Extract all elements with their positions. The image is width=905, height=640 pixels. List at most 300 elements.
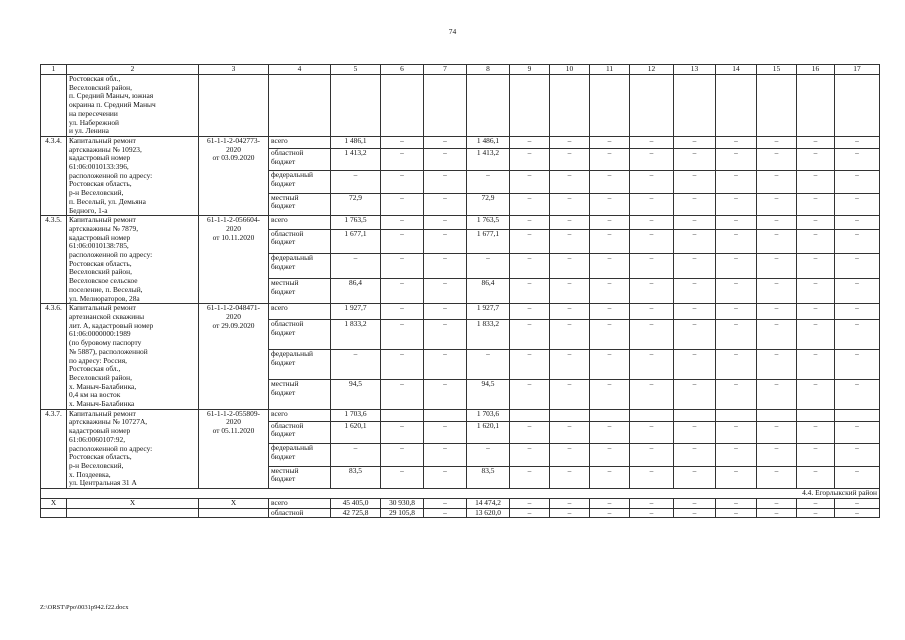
value-cell: – bbox=[674, 193, 716, 215]
funding-source-cell: федеральный бюджет bbox=[269, 254, 331, 279]
value-cell: – bbox=[716, 304, 757, 320]
value-cell: – bbox=[716, 379, 757, 409]
value-cell: 1 927,7 bbox=[331, 304, 381, 320]
value-cell: – bbox=[381, 216, 424, 229]
value-cell: – bbox=[424, 171, 467, 193]
value-cell: – bbox=[424, 350, 467, 380]
table-row bbox=[41, 136, 880, 148]
value-cell: – bbox=[630, 379, 674, 409]
value-cell: – bbox=[674, 216, 716, 229]
row-number-cell: 4.3.6. bbox=[41, 304, 67, 409]
column-header: 13 bbox=[674, 65, 716, 75]
table-row bbox=[41, 498, 880, 508]
value-cell: – bbox=[381, 304, 424, 320]
value-cell: – bbox=[797, 304, 835, 320]
value-cell: – bbox=[757, 136, 797, 148]
value-cell: – bbox=[757, 279, 797, 304]
value-cell: – bbox=[467, 254, 510, 279]
value-cell: 1 620,1 bbox=[331, 421, 381, 443]
value-cell: – bbox=[757, 193, 797, 215]
funding-source-cell: областной бюджет bbox=[269, 320, 331, 350]
value-cell: – bbox=[757, 379, 797, 409]
value-cell: – bbox=[381, 320, 424, 350]
value-cell: – bbox=[716, 193, 757, 215]
value-cell: 72,9 bbox=[467, 193, 510, 215]
value-cell: – bbox=[590, 148, 630, 170]
value-cell: – bbox=[510, 498, 550, 508]
value-cell: – bbox=[716, 229, 757, 254]
value-cell: – bbox=[674, 350, 716, 380]
value-cell: – bbox=[835, 229, 880, 254]
value-cell: 13 620,0 bbox=[467, 508, 510, 518]
value-cell: – bbox=[550, 320, 590, 350]
funding-source-cell: областной бюджет bbox=[269, 421, 331, 443]
row-number-cell: 4.3.4. bbox=[41, 136, 67, 215]
value-cell: – bbox=[797, 379, 835, 409]
value-cell: – bbox=[424, 304, 467, 320]
column-header: 3 bbox=[199, 65, 269, 75]
value-cell: – bbox=[630, 421, 674, 443]
value-cell: – bbox=[797, 350, 835, 380]
registry-code-cell: 61-1-1-2-042773- 2020 от 03.09.2020 bbox=[199, 136, 269, 215]
value-cell: – bbox=[381, 379, 424, 409]
value-cell bbox=[835, 409, 880, 421]
value-cell: – bbox=[797, 444, 835, 466]
funding-source-cell: всего bbox=[269, 498, 331, 508]
value-cell: – bbox=[674, 171, 716, 193]
value-cell: – bbox=[757, 508, 797, 518]
row-number-cell: 4.3.7. bbox=[41, 409, 67, 488]
empty-cell bbox=[331, 75, 381, 137]
value-cell: – bbox=[674, 136, 716, 148]
summary-marker-cell: Х bbox=[41, 498, 67, 508]
section-row bbox=[41, 489, 880, 499]
value-cell: – bbox=[630, 320, 674, 350]
value-cell: – bbox=[630, 171, 674, 193]
value-cell: – bbox=[424, 229, 467, 254]
value-cell: – bbox=[590, 444, 630, 466]
row-number-cell bbox=[41, 75, 67, 137]
column-header: 15 bbox=[757, 65, 797, 75]
empty-cell bbox=[630, 75, 674, 137]
value-cell: – bbox=[674, 444, 716, 466]
value-cell: 1 763,5 bbox=[331, 216, 381, 229]
value-cell: – bbox=[467, 444, 510, 466]
value-cell: – bbox=[590, 229, 630, 254]
value-cell: – bbox=[674, 148, 716, 170]
value-cell: – bbox=[797, 136, 835, 148]
value-cell: – bbox=[757, 171, 797, 193]
empty-cell bbox=[381, 75, 424, 137]
value-cell: – bbox=[510, 148, 550, 170]
value-cell: – bbox=[331, 254, 381, 279]
value-cell: 1 833,2 bbox=[331, 320, 381, 350]
value-cell: – bbox=[424, 216, 467, 229]
value-cell: – bbox=[757, 320, 797, 350]
value-cell: – bbox=[630, 254, 674, 279]
value-cell: – bbox=[510, 171, 550, 193]
funding-source-cell: федеральный бюджет bbox=[269, 444, 331, 466]
value-cell: – bbox=[797, 498, 835, 508]
row-number-cell: 4.3.5. bbox=[41, 216, 67, 304]
value-cell: – bbox=[381, 254, 424, 279]
value-cell: – bbox=[550, 421, 590, 443]
value-cell: – bbox=[630, 279, 674, 304]
value-cell: 1 927,7 bbox=[467, 304, 510, 320]
value-cell: – bbox=[674, 320, 716, 350]
value-cell: – bbox=[630, 508, 674, 518]
value-cell: – bbox=[381, 350, 424, 380]
value-cell: – bbox=[550, 136, 590, 148]
value-cell: – bbox=[757, 350, 797, 380]
empty-cell bbox=[674, 75, 716, 137]
value-cell: – bbox=[510, 421, 550, 443]
value-cell: 1 833,2 bbox=[467, 320, 510, 350]
value-cell: – bbox=[797, 193, 835, 215]
value-cell: 30 930,8 bbox=[381, 498, 424, 508]
value-cell: 45 405,0 bbox=[331, 498, 381, 508]
value-cell: – bbox=[510, 304, 550, 320]
value-cell: – bbox=[590, 466, 630, 488]
value-cell: 72,9 bbox=[331, 193, 381, 215]
value-cell: – bbox=[510, 379, 550, 409]
value-cell bbox=[381, 409, 424, 421]
value-cell: 1 413,2 bbox=[467, 148, 510, 170]
empty-cell bbox=[716, 75, 757, 137]
empty-cell bbox=[467, 75, 510, 137]
value-cell: – bbox=[835, 148, 880, 170]
value-cell: – bbox=[510, 254, 550, 279]
value-cell: – bbox=[550, 148, 590, 170]
empty-cell bbox=[269, 75, 331, 137]
value-cell: – bbox=[716, 320, 757, 350]
registry-code-cell: 61-1-1-2-056604- 2020 от 10.11.2020 bbox=[199, 216, 269, 304]
value-cell: – bbox=[550, 193, 590, 215]
value-cell: – bbox=[424, 421, 467, 443]
funding-source-cell: всего bbox=[269, 409, 331, 421]
value-cell: – bbox=[550, 229, 590, 254]
registry-code-cell: 61-1-1-2-048471- 2020 от 29.09.2020 bbox=[199, 304, 269, 409]
empty-cell bbox=[199, 75, 269, 137]
value-cell: – bbox=[550, 379, 590, 409]
value-cell: – bbox=[835, 320, 880, 350]
value-cell: – bbox=[797, 421, 835, 443]
value-cell: 1 703,6 bbox=[331, 409, 381, 421]
value-cell: – bbox=[630, 350, 674, 380]
value-cell bbox=[630, 409, 674, 421]
value-cell: – bbox=[424, 254, 467, 279]
funding-source-cell: областной бюджет bbox=[269, 229, 331, 254]
value-cell: – bbox=[590, 498, 630, 508]
value-cell: – bbox=[510, 508, 550, 518]
budget-table bbox=[40, 64, 880, 518]
value-cell: – bbox=[424, 136, 467, 148]
value-cell: – bbox=[835, 508, 880, 518]
value-cell: 86,4 bbox=[467, 279, 510, 304]
value-cell: 29 105,8 bbox=[381, 508, 424, 518]
value-cell: – bbox=[381, 421, 424, 443]
value-cell: – bbox=[835, 279, 880, 304]
value-cell: – bbox=[424, 508, 467, 518]
value-cell: – bbox=[630, 216, 674, 229]
value-cell: – bbox=[550, 444, 590, 466]
value-cell: – bbox=[757, 148, 797, 170]
value-cell: – bbox=[757, 254, 797, 279]
value-cell: – bbox=[590, 279, 630, 304]
value-cell: – bbox=[424, 148, 467, 170]
value-cell: – bbox=[835, 304, 880, 320]
table-row bbox=[41, 304, 880, 320]
value-cell: – bbox=[674, 421, 716, 443]
value-cell: 42 725,8 bbox=[331, 508, 381, 518]
value-cell: – bbox=[674, 466, 716, 488]
column-header: 8 bbox=[467, 65, 510, 75]
value-cell: – bbox=[590, 171, 630, 193]
value-cell: – bbox=[590, 421, 630, 443]
value-cell: – bbox=[674, 508, 716, 518]
registry-code-cell: 61-1-1-2-055809- 2020 от 05.11.2020 bbox=[199, 409, 269, 488]
value-cell: – bbox=[590, 508, 630, 518]
value-cell: 1 677,1 bbox=[467, 229, 510, 254]
value-cell: – bbox=[716, 216, 757, 229]
value-cell: 94,5 bbox=[331, 379, 381, 409]
value-cell: – bbox=[590, 350, 630, 380]
value-cell: – bbox=[550, 304, 590, 320]
value-cell: – bbox=[550, 466, 590, 488]
value-cell: – bbox=[630, 136, 674, 148]
value-cell: – bbox=[674, 379, 716, 409]
empty-cell bbox=[797, 75, 835, 137]
column-header: 9 bbox=[510, 65, 550, 75]
value-cell: – bbox=[550, 498, 590, 508]
value-cell bbox=[590, 409, 630, 421]
summary-marker-cell: Х bbox=[199, 498, 269, 508]
value-cell: – bbox=[757, 229, 797, 254]
section-title-cell: 4.4. Егорлыкский район bbox=[41, 489, 880, 499]
value-cell: – bbox=[550, 508, 590, 518]
empty-cell bbox=[835, 75, 880, 137]
value-cell: – bbox=[835, 216, 880, 229]
column-header: 12 bbox=[630, 65, 674, 75]
object-description-cell: Капитальный ремонт артскважины № 10923, кадастровый номер 61:06:0010133:396, расположенной по адресу: Ростовская область, р-н Веселовский, п. Веселый, ул. Демьяна Бедного, 1-а bbox=[67, 136, 199, 215]
value-cell: – bbox=[510, 193, 550, 215]
value-cell: 1 413,2 bbox=[331, 148, 381, 170]
value-cell: – bbox=[381, 279, 424, 304]
value-cell: – bbox=[716, 444, 757, 466]
value-cell: – bbox=[716, 136, 757, 148]
value-cell: – bbox=[630, 193, 674, 215]
summary-marker-cell bbox=[67, 508, 199, 518]
value-cell: – bbox=[550, 216, 590, 229]
summary-marker-cell bbox=[199, 508, 269, 518]
page-number: 74 bbox=[448, 27, 457, 36]
value-cell bbox=[550, 409, 590, 421]
value-cell: 86,4 bbox=[331, 279, 381, 304]
value-cell: – bbox=[510, 320, 550, 350]
table-row bbox=[41, 75, 880, 137]
value-cell: – bbox=[331, 350, 381, 380]
table-row bbox=[41, 216, 880, 229]
column-header: 7 bbox=[424, 65, 467, 75]
value-cell: 83,5 bbox=[467, 466, 510, 488]
value-cell: – bbox=[510, 136, 550, 148]
value-cell: 1 763,5 bbox=[467, 216, 510, 229]
value-cell: – bbox=[510, 229, 550, 254]
value-cell: – bbox=[797, 229, 835, 254]
column-header: 11 bbox=[590, 65, 630, 75]
value-cell: – bbox=[835, 254, 880, 279]
column-header: 17 bbox=[835, 65, 880, 75]
value-cell: – bbox=[835, 466, 880, 488]
value-cell: – bbox=[835, 498, 880, 508]
column-header: 4 bbox=[269, 65, 331, 75]
value-cell: – bbox=[550, 171, 590, 193]
table-header-row bbox=[41, 65, 880, 75]
value-cell: 1 486,1 bbox=[467, 136, 510, 148]
value-cell: – bbox=[510, 279, 550, 304]
value-cell: – bbox=[630, 444, 674, 466]
value-cell: – bbox=[381, 136, 424, 148]
value-cell: – bbox=[716, 254, 757, 279]
column-header: 1 bbox=[41, 65, 67, 75]
value-cell bbox=[797, 409, 835, 421]
value-cell: 83,5 bbox=[331, 466, 381, 488]
value-cell: – bbox=[381, 148, 424, 170]
value-cell: – bbox=[630, 498, 674, 508]
value-cell: – bbox=[797, 320, 835, 350]
value-cell: – bbox=[716, 498, 757, 508]
column-header: 5 bbox=[331, 65, 381, 75]
column-header: 14 bbox=[716, 65, 757, 75]
value-cell bbox=[757, 409, 797, 421]
value-cell: 1 620,1 bbox=[467, 421, 510, 443]
value-cell: – bbox=[424, 498, 467, 508]
table-row bbox=[41, 508, 880, 518]
value-cell: – bbox=[716, 148, 757, 170]
value-cell: – bbox=[590, 379, 630, 409]
value-cell bbox=[424, 409, 467, 421]
empty-cell bbox=[424, 75, 467, 137]
funding-source-cell: местный бюджет bbox=[269, 466, 331, 488]
value-cell: – bbox=[381, 171, 424, 193]
value-cell: – bbox=[674, 279, 716, 304]
value-cell: – bbox=[381, 193, 424, 215]
value-cell: – bbox=[835, 193, 880, 215]
value-cell: 14 474,2 bbox=[467, 498, 510, 508]
object-description-cell: Капитальный ремонт артезианской скважины лит. А, кадастровый номер 61:06:0000000:1989 (по буровому паспорту № 5887), расположенной по адресу: Россия, Ростовская обл., Веселовский район, х. Маныч-Балабинка, 0,4 км на восток х. Маныч-Балабинка bbox=[67, 304, 199, 409]
value-cell: – bbox=[674, 498, 716, 508]
value-cell: – bbox=[590, 136, 630, 148]
value-cell: 1 486,1 bbox=[331, 136, 381, 148]
funding-source-cell: областной бюджет bbox=[269, 148, 331, 170]
column-header: 6 bbox=[381, 65, 424, 75]
value-cell: – bbox=[510, 466, 550, 488]
value-cell: – bbox=[757, 498, 797, 508]
value-cell: – bbox=[835, 350, 880, 380]
value-cell: – bbox=[424, 320, 467, 350]
value-cell: – bbox=[674, 254, 716, 279]
value-cell: – bbox=[381, 229, 424, 254]
value-cell: – bbox=[797, 466, 835, 488]
value-cell: – bbox=[757, 444, 797, 466]
value-cell: – bbox=[550, 254, 590, 279]
value-cell: – bbox=[757, 466, 797, 488]
value-cell: – bbox=[797, 171, 835, 193]
funding-source-cell: всего bbox=[269, 216, 331, 229]
value-cell: 1 703,6 bbox=[467, 409, 510, 421]
object-description-cell: Ростовская обл., Веселовский район, п. Средний Маныч, южная окраина п. Средний Маныч на пересечении ул. Набережной и ул. Ленина bbox=[67, 75, 199, 137]
value-cell: – bbox=[716, 171, 757, 193]
value-cell: – bbox=[716, 421, 757, 443]
value-cell: – bbox=[716, 466, 757, 488]
value-cell: – bbox=[835, 379, 880, 409]
funding-source-cell: федеральный бюджет bbox=[269, 171, 331, 193]
value-cell: – bbox=[716, 279, 757, 304]
value-cell: – bbox=[381, 466, 424, 488]
value-cell: – bbox=[331, 444, 381, 466]
value-cell: – bbox=[381, 444, 424, 466]
funding-source-cell: всего bbox=[269, 136, 331, 148]
funding-source-cell: областной bbox=[269, 508, 331, 518]
funding-source-cell: местный бюджет bbox=[269, 193, 331, 215]
value-cell: – bbox=[467, 171, 510, 193]
empty-cell bbox=[757, 75, 797, 137]
empty-cell bbox=[590, 75, 630, 137]
value-cell: – bbox=[424, 279, 467, 304]
value-cell: 94,5 bbox=[467, 379, 510, 409]
funding-source-cell: местный бюджет bbox=[269, 379, 331, 409]
value-cell: – bbox=[424, 193, 467, 215]
empty-cell bbox=[510, 75, 550, 137]
value-cell: – bbox=[630, 229, 674, 254]
summary-marker-cell: Х bbox=[67, 498, 199, 508]
value-cell: – bbox=[630, 466, 674, 488]
empty-cell bbox=[550, 75, 590, 137]
value-cell: – bbox=[835, 444, 880, 466]
value-cell: – bbox=[424, 466, 467, 488]
value-cell: – bbox=[757, 421, 797, 443]
value-cell: – bbox=[797, 254, 835, 279]
funding-source-cell: местный бюджет bbox=[269, 279, 331, 304]
value-cell: – bbox=[424, 379, 467, 409]
value-cell: – bbox=[590, 320, 630, 350]
value-cell: – bbox=[590, 254, 630, 279]
value-cell: – bbox=[674, 229, 716, 254]
value-cell: – bbox=[674, 304, 716, 320]
column-header: 2 bbox=[67, 65, 199, 75]
column-header: 16 bbox=[797, 65, 835, 75]
funding-source-cell: федеральный бюджет bbox=[269, 350, 331, 380]
value-cell: – bbox=[467, 350, 510, 380]
value-cell: – bbox=[590, 304, 630, 320]
value-cell bbox=[716, 409, 757, 421]
value-cell: – bbox=[716, 350, 757, 380]
table-row bbox=[41, 409, 880, 421]
column-header: 10 bbox=[550, 65, 590, 75]
value-cell: – bbox=[510, 216, 550, 229]
value-cell: – bbox=[590, 193, 630, 215]
value-cell: – bbox=[550, 350, 590, 380]
summary-marker-cell bbox=[41, 508, 67, 518]
value-cell: 1 677,1 bbox=[331, 229, 381, 254]
value-cell: – bbox=[331, 171, 381, 193]
value-cell: – bbox=[835, 421, 880, 443]
value-cell: – bbox=[757, 216, 797, 229]
value-cell: – bbox=[797, 508, 835, 518]
value-cell: – bbox=[797, 216, 835, 229]
value-cell: – bbox=[757, 304, 797, 320]
value-cell: – bbox=[630, 148, 674, 170]
